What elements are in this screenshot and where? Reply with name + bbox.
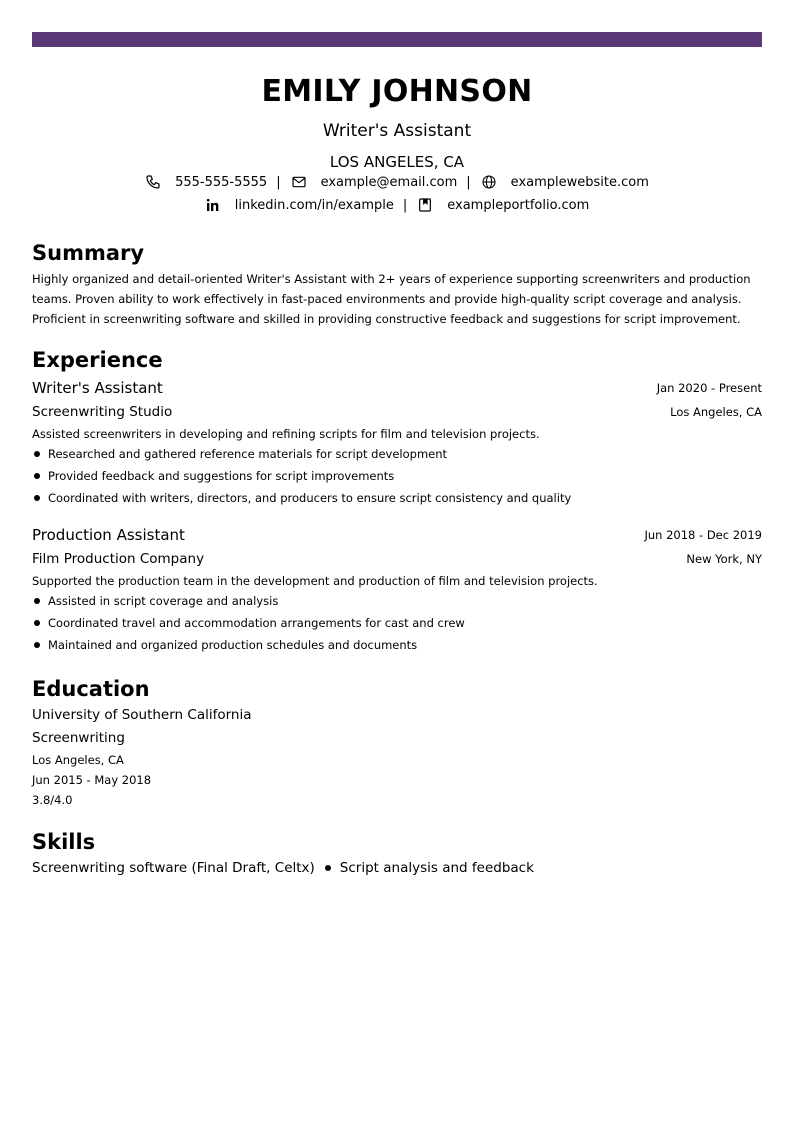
- skill-separator-dot: [325, 865, 331, 871]
- portfolio-link[interactable]: exampleportfolio.com: [447, 197, 590, 213]
- job-dates: Jan 2020 - Present: [656, 381, 762, 395]
- summary-line: Highly organized and detail-oriented Writer's Assistant with 2+ years of experience supporting screenwriters and production: [32, 272, 751, 286]
- job-company: Screenwriting Studio: [32, 404, 173, 420]
- summary-line: teams. Proven ability to work effectively in fast-paced environments and provide high-quality script coverage and analysis.: [32, 292, 742, 306]
- education-location: Los Angeles, CA: [32, 753, 124, 767]
- job-location: Los Angeles, CA: [670, 405, 762, 419]
- phone-icon: [145, 174, 161, 190]
- experience-heading: Experience: [32, 348, 163, 372]
- education-field: Screenwriting: [32, 730, 125, 746]
- summary-line: Proficient in screenwriting software and skilled in providing constructive feedback and suggestions for script improvement.: [32, 312, 741, 326]
- bullet-dot: [34, 598, 40, 604]
- accent-bar: [32, 32, 762, 47]
- contact-separator: |: [466, 174, 471, 190]
- bullet-dot: [34, 473, 40, 479]
- contact-separator: |: [402, 197, 408, 213]
- job-title: Production Assistant: [32, 526, 185, 544]
- skills-list: [32, 860, 534, 876]
- bullet-text: Researched and gathered reference materials for script development: [48, 447, 448, 461]
- job-company: Film Production Company: [32, 551, 205, 567]
- candidate-title: Writer's Assistant: [322, 121, 472, 141]
- portfolio-icon: [417, 197, 433, 213]
- bullet-text: Assisted in script coverage and analysis: [48, 594, 279, 608]
- bullet-text: Maintained and organized production schedules and documents: [48, 638, 418, 652]
- candidate-name: EMILY JOHNSON: [261, 74, 533, 109]
- education-dates: Jun 2015 - May 2018: [32, 773, 152, 787]
- email-link[interactable]: example@email.com: [320, 174, 458, 190]
- email-icon: [291, 174, 307, 190]
- bullet-dot: [34, 642, 40, 648]
- job-description: Supported the production team in the development and production of film and television projects.: [32, 574, 598, 588]
- bullet-text: Provided feedback and suggestions for script improvements: [48, 469, 395, 483]
- contact-row-primary: [32, 174, 762, 190]
- summary-heading: Summary: [32, 241, 145, 265]
- bullet-text: Coordinated travel and accommodation arrangements for cast and crew: [48, 616, 465, 630]
- linkedin-link[interactable]: linkedin.com/in/example: [234, 197, 394, 213]
- bullet-dot: [34, 495, 40, 501]
- website-link[interactable]: examplewebsite.com: [510, 174, 649, 190]
- bullet-dot: [34, 451, 40, 457]
- job-location: New York, NY: [686, 552, 762, 566]
- education-gpa: 3.8/4.0: [32, 793, 73, 807]
- job-dates: Jun 2018 - Dec 2019: [644, 528, 762, 542]
- contact-row-secondary: [32, 197, 762, 213]
- bullet-dot: [34, 620, 40, 626]
- candidate-location: LOS ANGELES, CA: [329, 153, 465, 171]
- bullet-text: Coordinated with writers, directors, and producers to ensure script consistency and quality: [48, 491, 572, 505]
- job-title: Writer's Assistant: [32, 379, 163, 397]
- skill-item: Screenwriting software (Final Draft, Celtx): [32, 860, 315, 876]
- skills-heading: Skills: [32, 830, 96, 854]
- linkedin-icon: [205, 197, 221, 213]
- summary-text: [32, 269, 752, 329]
- contact-separator: |: [276, 174, 281, 190]
- job-description: Assisted screenwriters in developing and refining scripts for film and television projects.: [32, 427, 540, 441]
- education-school: University of Southern California: [32, 707, 252, 723]
- phone-number[interactable]: 555-555-5555: [175, 174, 268, 190]
- globe-icon: [481, 174, 497, 190]
- education-heading: Education: [32, 677, 150, 701]
- skill-item: Script analysis and feedback: [339, 860, 534, 876]
